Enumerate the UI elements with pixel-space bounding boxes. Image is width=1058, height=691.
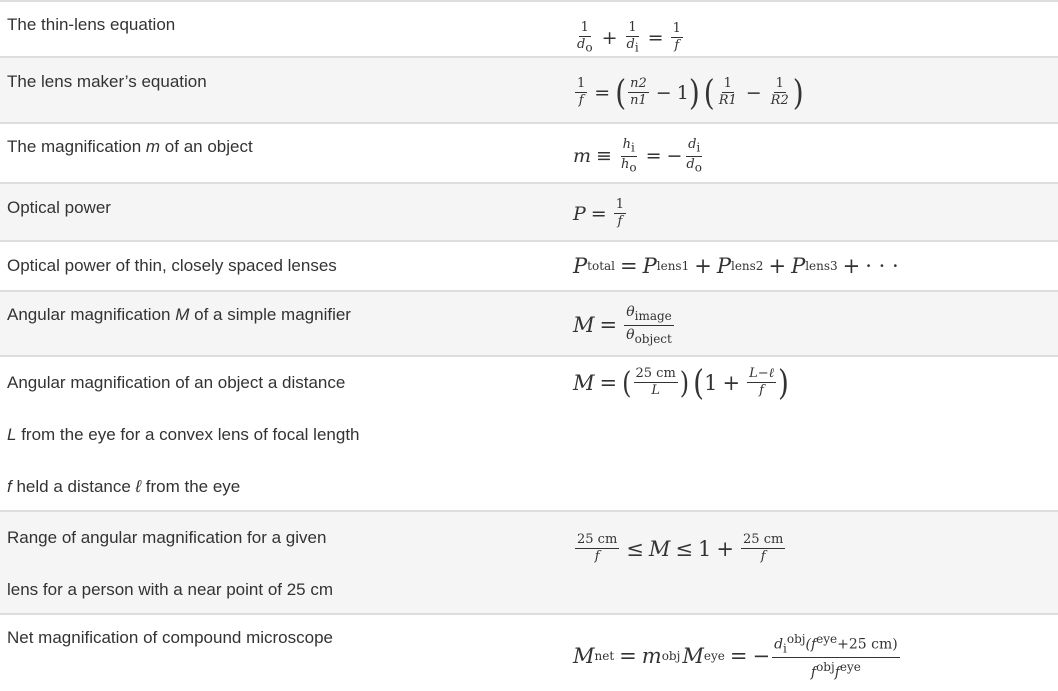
magnification-range-equation: $\frac{25 cm}{f}$ ≤ M ≤ 1 + $\frac{25 cm}{f}$ bbox=[577, 532, 784, 564]
angular-magnification-equation: M = ( $\frac{25 cm}{L}$ ) ( 1 + $\frac{\text{L−ℓ}}{f}$ ) bbox=[573, 361, 789, 403]
table-row bbox=[0, 240, 1058, 290]
simple-magnifier-equation: M = $\frac{\theta_{image}}{\theta_{object}}$ bbox=[573, 304, 672, 346]
table-row bbox=[0, 182, 1058, 240]
table-row bbox=[0, 290, 1058, 355]
row-description bbox=[7, 615, 547, 661]
magnification-equation: m ≡ $\frac{h_i}{h_o}$ = − $\frac{d_i}{d_o}$ bbox=[573, 137, 702, 175]
row-description bbox=[7, 242, 547, 290]
row-description-text: Net magnification of compound microscope bbox=[7, 628, 333, 647]
table-row bbox=[0, 613, 1058, 691]
compound-microscope-equation: M net = m obj M eye = − $\frac{d_i^{obj}(f^{eye}+25 cm)}{f^{obj}f^{eye}}$ bbox=[573, 632, 898, 682]
row-description: Range of angular magnification for a given lens for a person with a near point of 25 cm bbox=[7, 528, 334, 599]
row-description: Angular magnification M of a simple magnifier bbox=[7, 305, 351, 324]
lens-maker-equation: $\frac{1}{f}$ = ( $\frac{n2}{n1}$ − 1 ) ( $\frac{1}{R1}$ − $\frac{1}{R2}$ ) bbox=[577, 71, 804, 113]
total-optical-power-equation: P total = P lens1 + P lens2 + P lens3 + · · · bbox=[573, 254, 899, 278]
table-row bbox=[0, 510, 1058, 613]
table-row bbox=[0, 122, 1058, 182]
row-description: The magnification m of an object bbox=[7, 137, 253, 156]
row-description-text: Optical power of thin, closely spaced lenses bbox=[7, 256, 337, 275]
row-description-text: Optical power bbox=[7, 198, 111, 217]
row-description bbox=[7, 2, 547, 48]
row-description-text: The thin-lens equation bbox=[7, 15, 176, 34]
row-description-text: The lens maker’s equation bbox=[7, 72, 207, 91]
optical-power-equation: P = $\frac{1}{f}$ bbox=[573, 197, 624, 229]
row-description bbox=[7, 58, 547, 106]
row-description: Angular magnification of an object a distance L from the eye for a convex lens of focal length f held a distance ℓ from the eye bbox=[7, 373, 360, 496]
thin-lens-equation: $\frac{1}{d_o}$ + $\frac{1}{d_i}$ = $\frac{1}{f}$ bbox=[577, 20, 681, 55]
row-description bbox=[7, 184, 547, 232]
table-row bbox=[0, 355, 1058, 510]
table-row bbox=[0, 0, 1058, 56]
table-row bbox=[0, 56, 1058, 122]
